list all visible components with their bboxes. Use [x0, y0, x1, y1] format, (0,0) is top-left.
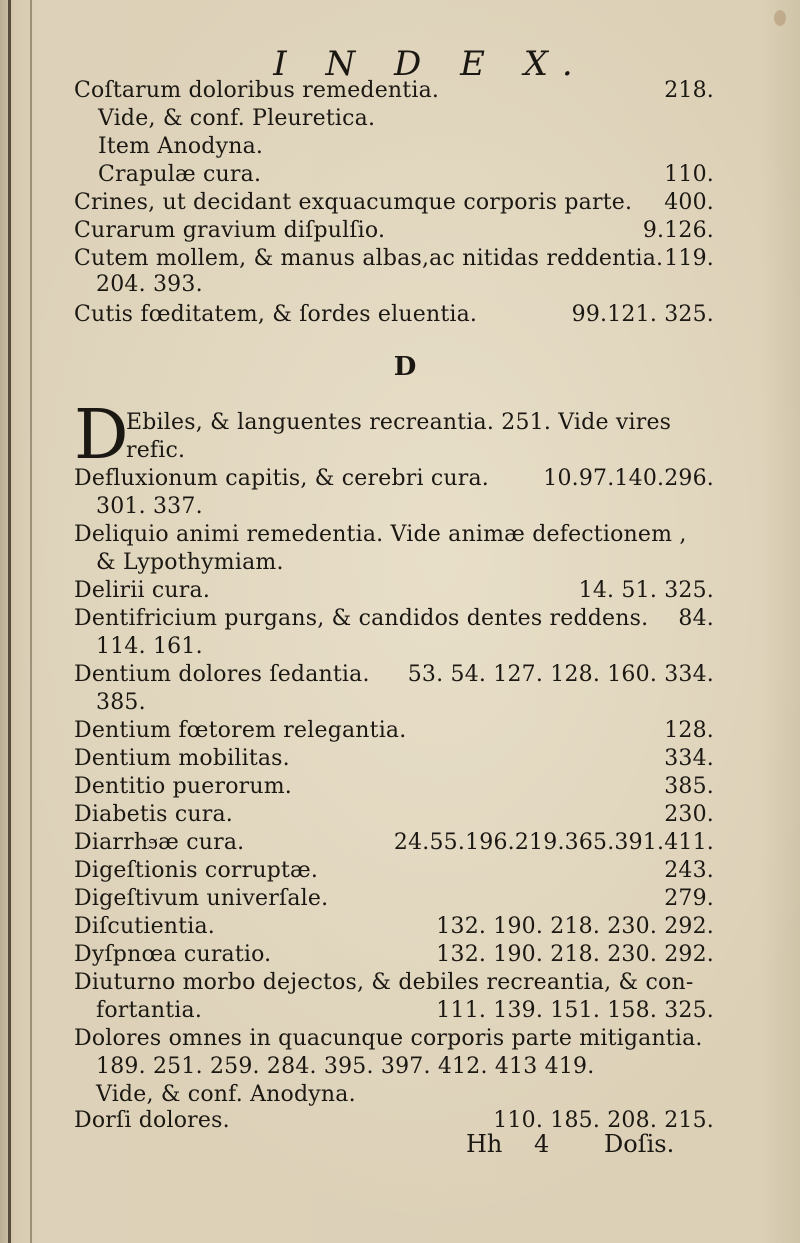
index-entry-continuation: 204. 393. [96, 272, 203, 297]
index-entry: Coſtarum doloribus remedentia. 218. [74, 78, 714, 103]
index-entry: Item Anodyna. [98, 134, 264, 159]
index-entry: Digeſtionis corruptæ. 243. [74, 858, 714, 883]
binding-edge [8, 0, 11, 1243]
catchword: Doſis. [604, 1130, 675, 1158]
index-entry-continuation: Vide, & conf. Anodyna. [96, 1082, 356, 1107]
index-entry-continuation: fortantia. 111. 139. 151. 158. 325. [96, 998, 714, 1023]
drop-cap: D [74, 396, 129, 475]
index-entry-continuation: refic. [126, 438, 186, 463]
section-letter: D [393, 352, 417, 382]
index-entry: Dorſi dolores. 110. 185. 208. 215. [74, 1108, 714, 1133]
index-entry: Curarum gravium diſpulſio. 9.126. [74, 218, 714, 243]
index-entry: Digeſtivum univerſale. 279. [74, 886, 714, 911]
index-entry: Diuturno morbo dejectos, & debiles recreantia, & con- [74, 970, 694, 995]
index-entry: Diſcutientia. 132. 190. 218. 230. 292. [74, 914, 714, 939]
binding-shadow [30, 0, 32, 1243]
index-entry: Diarrhϧæ cura. 24.55.196.219.365.391.411. [74, 830, 714, 855]
signature-mark: Hh [466, 1130, 503, 1158]
signature-number: 4 [534, 1130, 550, 1158]
index-entry: Dyſpnœa curatio. 132. 190. 218. 230. 292. [74, 942, 714, 967]
index-entry: Dentitio puerorum. 385. [74, 774, 714, 799]
index-entry: Delirii cura. 14. 51. 325. [74, 578, 714, 603]
index-entry: Dolores omnes in quacunque corporis parte mitigantia. [74, 1026, 703, 1051]
index-entry-continuation: 114. 161. [96, 634, 203, 659]
index-entry-continuation: & Lypothymiam. [96, 550, 284, 575]
index-entry: Ebiles, & languentes recreantia. 251. Vide vires [126, 410, 672, 435]
index-entry: Cutis fœditatem, & ſordes eluentia. 99.121. 325. [74, 302, 714, 327]
index-entry: Crapulæ cura. 110. [98, 162, 714, 187]
index-entry: Dentium dolores ſedantia. 53. 54. 127. 128. 160. 334. [74, 662, 714, 687]
index-entry: Dentium mobilitas. 334. [74, 746, 714, 771]
index-entry: Vide, & conf. Pleuretica. [98, 106, 376, 131]
running-header: I N D E X. [273, 44, 587, 84]
index-entry-continuation: 189. 251. 259. 284. 395. 397. 412. 413 419. [96, 1054, 595, 1079]
index-entry: Crines, ut decidant exquacumque corporis parte. 400. [74, 190, 714, 215]
index-entry-continuation: 385. [96, 690, 146, 715]
paper-stain [774, 10, 786, 26]
index-entry-continuation: 301. 337. [96, 494, 203, 519]
index-entry: Diabetis cura. 230. [74, 802, 714, 827]
index-entry: Cutem mollem, & manus albas,ac nitidas reddentia. 119. [74, 246, 714, 271]
index-entry: Dentium fœtorem relegantia. 128. [74, 718, 714, 743]
index-entry: Defluxionum capitis, & cerebri cura. 10.97.140.296. [74, 466, 714, 491]
index-entry: Deliquio animi remedentia. Vide animæ defectionem , [74, 522, 687, 547]
index-entry: Dentifricium purgans, & candidos dentes reddens. 84. [74, 606, 714, 631]
